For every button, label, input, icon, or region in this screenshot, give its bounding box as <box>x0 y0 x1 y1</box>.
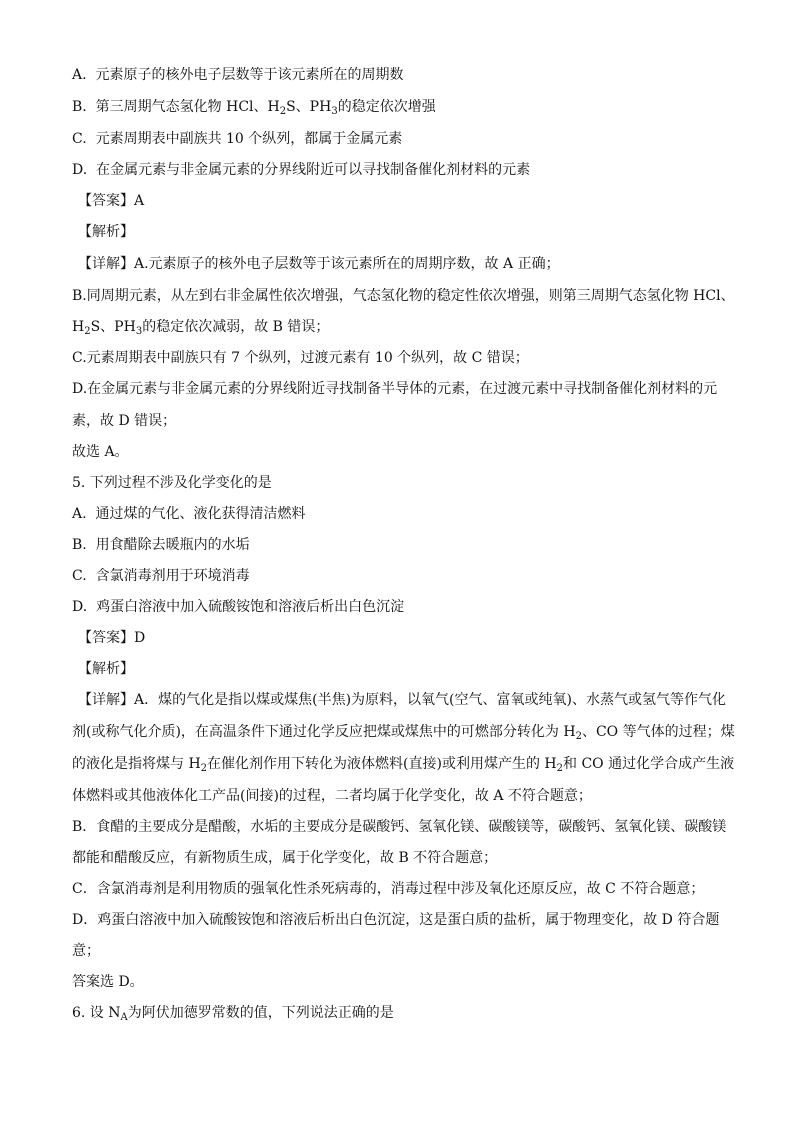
q5-detail-a-line2 <box>72 723 735 741</box>
option-text: 用食醋除去暖瓶内的水垢 <box>95 537 250 553</box>
subscript: 2 <box>575 731 582 742</box>
option-text: 元素原子的核外电子层数等于该元素所在的周期数 <box>95 67 404 83</box>
q5-detail-b-line1 <box>72 818 726 836</box>
detail-text: B.同周期元素，从左到右非金属性依次增强，气态氢化物的稳定性依次增强，则第三周期气态氢化物 HCl、 <box>72 288 735 304</box>
subscript: 2 <box>556 763 564 774</box>
q4-option-d <box>72 161 530 179</box>
subscript: 3 <box>135 326 143 337</box>
detail-text: D．鸡蛋白溶液中加入硫酸铵饱和溶液后析出白色沉淀，这是蛋白质的盐析，属于物理变化，故 D 符合题 <box>72 912 720 928</box>
conclusion-text: 答案选 D。 <box>72 974 144 990</box>
detail-tag: 【详解】 <box>78 692 134 708</box>
q5-option-b <box>72 536 250 554</box>
detail-text: D.在金属元素与非金属元素的分界线附近寻找制备半导体的元素，在过渡元素中寻找制备催化剂材料的元 <box>72 381 718 397</box>
detail-text: S、PH <box>90 319 136 335</box>
detail-text: 素，故 D 错误； <box>72 413 177 429</box>
q5-stem <box>72 474 272 492</box>
subscript: 3 <box>331 106 338 117</box>
q5-detail-c <box>72 880 704 898</box>
option-letter: B. <box>72 99 87 115</box>
q5-analysis-tag <box>78 660 134 678</box>
detail-text: A.元素原子的核外电子层数等于该元素所在的周期序数，故 A 正确； <box>134 256 560 272</box>
q5-detail-a-line4 <box>72 787 592 805</box>
q4-detail-b-line2 <box>72 318 329 336</box>
analysis-tag: 【解析】 <box>78 224 134 240</box>
q5-detail-a-line1 <box>78 691 726 709</box>
detail-text: A．煤的气化是指以煤或煤焦(半焦)为原料，以氧气(空气、富氧或纯氧)、水蒸气或氢气等作气化 <box>134 692 726 708</box>
q5-conclusion <box>72 973 144 991</box>
detail-text: H <box>72 319 85 335</box>
option-text: 含氯消毒剂用于环境消毒 <box>95 568 250 584</box>
question-stem: 5. 下列过程不涉及化学变化的是 <box>72 475 272 491</box>
subscript: A <box>120 1012 128 1023</box>
detail-text: 都能和醋酸反应，有新物质生成，属于化学变化，故 B 不符合题意； <box>72 850 498 866</box>
option-text: 元素周期表中副族共 10 个纵列，都属于金属元素 <box>95 131 403 147</box>
q5-detail-d-line1 <box>72 911 719 929</box>
option-letter: C. <box>72 568 87 584</box>
detail-text: 和 CO 通过化学合成产生液 <box>563 756 735 772</box>
detail-text: 剂(或称气化介质)，在高温条件下通过化学反应把煤或煤焦中的可燃部分转化为 H <box>72 724 576 740</box>
q5-option-a <box>72 505 305 523</box>
answer-value: A <box>134 193 145 209</box>
detail-text: C．含氯消毒剂是利用物质的强氧化性杀死病毒的，消毒过程中涉及氧化还原反应，故 C 不符合题意； <box>72 881 705 897</box>
option-text: 鸡蛋白溶液中加入硫酸铵饱和溶液后析出白色沉淀 <box>96 599 405 615</box>
option-letter: C. <box>72 131 87 147</box>
q6-stem <box>72 1004 394 1022</box>
subscript: 2 <box>84 326 91 337</box>
option-letter: D. <box>72 599 88 615</box>
q4-detail-d-line1 <box>72 380 717 398</box>
detail-text: C.元素周期表中副族只有 7 个纵列，过渡元素有 10 个纵列，故 C 错误； <box>72 350 529 366</box>
q5-detail-b-line2 <box>72 849 497 867</box>
question-stem: 为阿伏加德罗常数的值，下列说法正确的是 <box>127 1005 394 1021</box>
q5-option-d <box>72 598 404 616</box>
option-text: 在金属元素与非金属元素的分界线附近可以寻找制备催化剂材料的元素 <box>96 162 531 178</box>
analysis-tag: 【解析】 <box>78 661 134 677</box>
q4-option-a <box>72 66 403 84</box>
q4-option-c <box>72 130 402 148</box>
detail-text: 的稳定依次减弱，故 B 错误； <box>142 319 330 335</box>
conclusion-text: 故选 A。 <box>72 444 129 460</box>
option-letter: D. <box>72 162 88 178</box>
option-text: S、PH <box>286 99 332 115</box>
detail-text: B．食醋的主要成分是醋酸，水垢的主要成分是碳酸钙、氢氧化镁、碳酸镁等，碳酸钙、氢氧化镁、碳酸镁 <box>72 819 727 835</box>
detail-text: 体燃料或其他液体化工产品(间接)的过程，二者均属于化学变化，故 A 不符合题意； <box>72 788 592 804</box>
q4-analysis-tag <box>78 223 134 241</box>
detail-text: 意； <box>72 943 100 959</box>
q4-answer <box>78 192 144 210</box>
option-text: 通过煤的气化、液化获得清洁燃料 <box>95 506 306 522</box>
q4-detail-d-line2 <box>72 412 176 430</box>
q4-detail-b-line1 <box>72 287 735 305</box>
option-text: 第三周期气态氢化物 HCl、H <box>95 99 280 115</box>
q5-detail-a-line3 <box>72 755 734 773</box>
detail-text: 在催化剂作用下转化为液体燃料(直接)或利用煤产生的 H <box>207 756 557 772</box>
detail-text: 、CO 等气体的过程；煤 <box>581 724 735 740</box>
detail-text: 的液化是指将煤与 H <box>72 756 201 772</box>
subscript: 2 <box>200 763 208 774</box>
answer-tag: 【答案】 <box>78 630 134 646</box>
q5-detail-d-line2 <box>72 942 100 960</box>
subscript: 2 <box>279 106 287 117</box>
answer-tag: 【答案】 <box>78 193 134 209</box>
option-text: 的稳定依次增强 <box>337 99 436 115</box>
q4-detail-a <box>78 255 560 273</box>
q4-detail-c <box>72 349 529 367</box>
option-letter: A. <box>72 67 87 83</box>
detail-tag: 【详解】 <box>78 256 134 272</box>
question-stem: 6. 设 N <box>72 1005 121 1021</box>
q5-answer <box>78 629 145 647</box>
option-letter: A. <box>72 506 87 522</box>
q4-conclusion <box>72 443 129 461</box>
q4-option-b <box>72 98 436 116</box>
option-letter: B. <box>72 537 87 553</box>
answer-value: D <box>134 630 146 646</box>
q5-option-c <box>72 567 250 585</box>
